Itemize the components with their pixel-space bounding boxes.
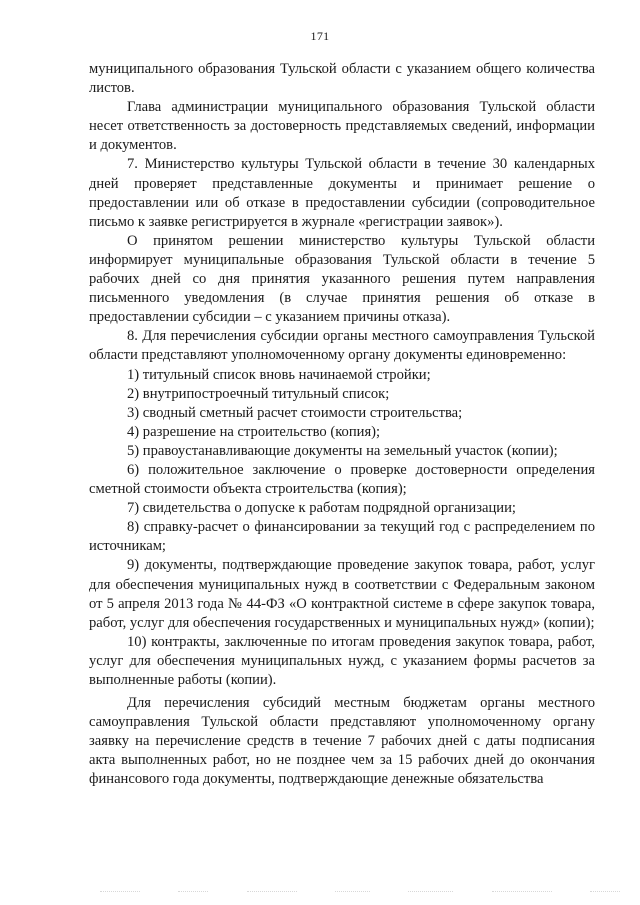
list-item-9: 9) документы, подтверждающие проведение закупок товара, работ, услуг для обеспечения муниципальных нужд в соответствии с Федеральным законом от 5 апреля 2013 года № 44-ФЗ «О контрактной системе в сфере закупок товара, работ, услуг для обеспечения государственных и муниципальных нужд» (копии); xyxy=(89,557,595,631)
paragraph-subsidy-transfer: Для перечисления субсидий местным бюджетам органы местного самоуправления Тульской области представляют уполномоченному органу заявку на перечисление средств в течение 7 рабочих дней с даты подписания акта выполненных работ, но не позднее чем за 15 рабочих дней до окончания финансового года документы, подтверждающие денежные обязательства xyxy=(89,695,595,788)
paragraph-responsibility: Глава администрации муниципального образования Тульской области несет ответственность за достоверность представляемых сведений, информации и документов. xyxy=(89,99,595,154)
list-item-10: 10) контракты, заключенные по итогам проведения закупок товара, работ, услуг для обеспечения муниципальных нужд, с указанием формы расчетов за выполненные работы (копии). xyxy=(89,633,595,688)
document-body xyxy=(89,60,595,790)
paragraph-item-8: 8. Для перечисления субсидии органы местного самоуправления Тульской области представляют уполномоченному органу документы единовременно: xyxy=(89,328,595,364)
list-item-1: 1) титульный список вновь начинаемой стройки; xyxy=(127,366,431,383)
list-item-4: 4) разрешение на строительство (копия); xyxy=(127,423,381,440)
paragraph-decision-notice: О принятом решении министерство культуры Тульской области информирует муниципальные образования Тульской области в течение 5 рабочих дней со дня принятия указанного решения путем направления письменного уведомления (в случае принятия решения об отказе в предоставлении субсидии – с указанием причины отказа). xyxy=(89,232,595,326)
scan-artifact-marks xyxy=(100,888,620,894)
list-item-2: 2) внутрипостроечный титульный список; xyxy=(127,385,390,402)
list-item-6: 6) положительное заключение о проверке достоверности определения сметной стоимости объекта строительства (копия); xyxy=(89,461,595,498)
list-item-7: 7) свидетельства о допуске к работам подрядной организации; xyxy=(127,500,516,517)
paragraph-item-7: 7. Министерство культуры Тульской области в течение 30 календарных дней проверяет представленные документы и принимает решение о предоставлении или об отказе в предоставлении субсидии (сопроводительное письмо к заявке регистрируется в журнале «регистрации заявок»). xyxy=(89,156,595,230)
page-number: 171 xyxy=(310,29,330,43)
list-item-3: 3) сводный сметный расчет стоимости строительства; xyxy=(127,404,463,421)
list-item-5: 5) правоустанавливающие документы на земельный участок (копии); xyxy=(127,442,558,459)
paragraph-continuation: муниципального образования Тульской области с указанием общего количества листов. xyxy=(89,61,595,97)
list-item-8: 8) справку-расчет о финансировании за текущий год с распределением по источникам; xyxy=(89,519,595,555)
